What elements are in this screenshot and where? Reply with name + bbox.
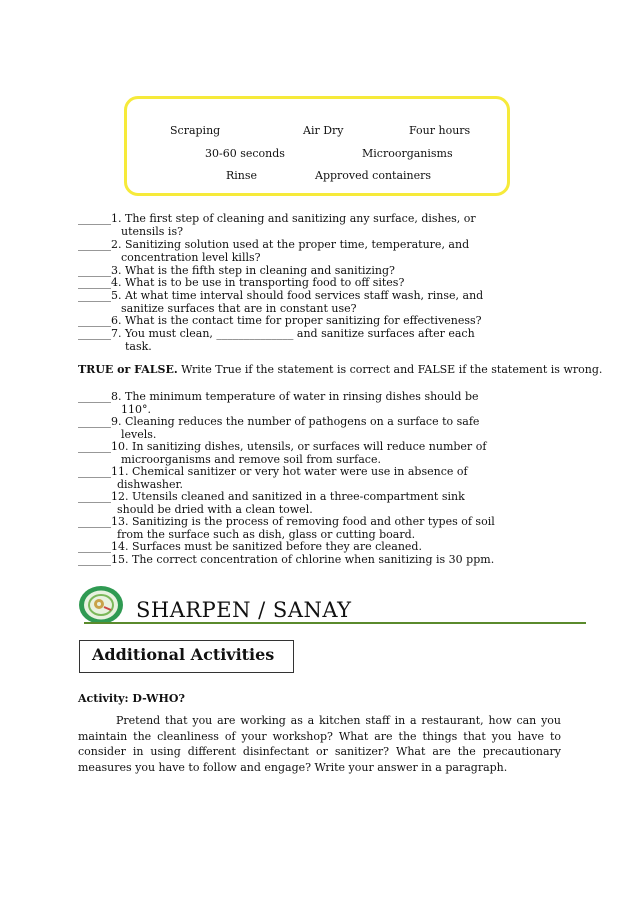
- question-13: ______13. Sanitizing is the process of removing food and other types of soil: [78, 515, 495, 528]
- section-divider: [84, 622, 586, 624]
- question-13-cont: from the surface such as dish, glass or cutting board.: [117, 528, 416, 541]
- activity-paragraph: Pretend that you are working as a kitchen staff in a restaurant, how can you maintain the cleanliness of your workshop? What are the things that you have to consider in using different disinfectant or sanitizer? What are the precautionary measures you have to follow and engage? Write your answer in a paragraph.: [78, 714, 561, 774]
- question-1: ______1. The first step of cleaning and sanitizing any surface, dishes, or: [78, 212, 476, 225]
- question-14: ______14. Surfaces must be sanitized before they are cleaned.: [78, 540, 422, 553]
- question-6: ______6. What is the contact time for proper sanitizing for effectiveness?: [78, 314, 482, 327]
- question-2-cont: concentration level kills?: [121, 251, 261, 264]
- true-false-label: TRUE or FALSE.: [78, 363, 178, 376]
- word-30-60-seconds: 30-60 seconds: [205, 147, 285, 160]
- sharpen-logo-icon: [78, 585, 124, 625]
- question-5-cont: sanitize surfaces that are in constant use?: [121, 302, 357, 315]
- question-15: ______15. The correct concentration of chlorine when sanitizing is 30 ppm.: [78, 553, 495, 566]
- question-7-cont: task.: [125, 340, 152, 353]
- question-11: ______11. Chemical sanitizer or very hot water were use in absence of: [78, 465, 468, 478]
- word-rinse: Rinse: [226, 169, 258, 182]
- true-false-text: Write True if the statement is correct and FALSE if the statement is wrong.: [177, 363, 603, 376]
- word-scraping: Scraping: [170, 124, 221, 137]
- question-4: ______4. What is to be use in transporting food to off sites?: [78, 276, 405, 289]
- question-3: ______3. What is the fifth step in cleaning and sanitizing?: [78, 264, 395, 277]
- true-false-instruction: [78, 363, 602, 376]
- word-approved-containers: Approved containers: [315, 169, 432, 182]
- question-8-cont: 110°.: [121, 403, 151, 416]
- section-title: SHARPEN / SANAY: [136, 598, 352, 622]
- question-1-cont: utensils is?: [121, 225, 183, 238]
- additional-activities-label: Additional Activities: [92, 645, 275, 664]
- question-7: ______7. You must clean, ______________ and sanitize surfaces after each: [78, 327, 475, 340]
- question-10-cont: microorganisms and remove soil from surface.: [121, 453, 381, 466]
- question-9: ______9. Cleaning reduces the number of pathogens on a surface to safe: [78, 415, 480, 428]
- word-microorganisms: Microorganisms: [362, 147, 453, 160]
- question-8: ______8. The minimum temperature of water in rinsing dishes should be: [78, 390, 479, 403]
- question-12-cont: should be dried with a clean towel.: [117, 503, 313, 516]
- word-four-hours: Four hours: [409, 124, 471, 137]
- word-air-dry: Air Dry: [303, 124, 344, 137]
- activity-title: Activity: D-WHO?: [78, 692, 185, 705]
- question-9-cont: levels.: [121, 428, 157, 441]
- question-2: ______2. Sanitizing solution used at the proper time, temperature, and: [78, 238, 470, 251]
- question-5: ______5. At what time interval should food services staff wash, rinse, and: [78, 289, 484, 302]
- question-10: ______10. In sanitizing dishes, utensils, or surfaces will reduce number of: [78, 440, 487, 453]
- question-12: ______12. Utensils cleaned and sanitized in a three-compartment sink: [78, 490, 465, 503]
- question-11-cont: dishwasher.: [117, 478, 184, 491]
